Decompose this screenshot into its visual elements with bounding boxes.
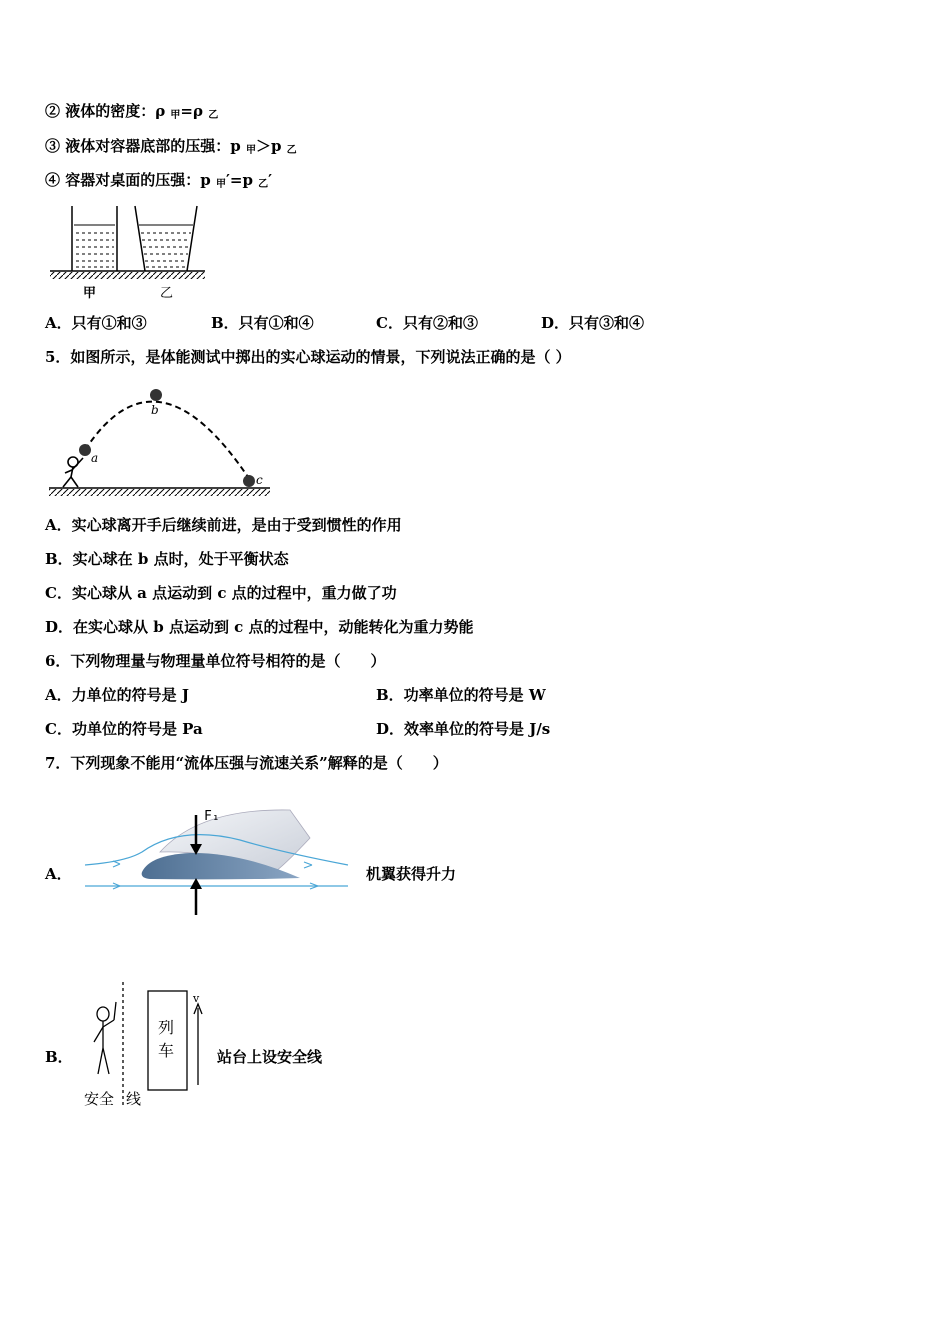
stmt3-mid: ＞p <box>255 137 287 155</box>
q7-option-a-letter: A． <box>45 865 72 883</box>
q4-statement-3 <box>45 136 297 161</box>
stmt3-lead: ③ 液体对容器底部的压强：p <box>45 137 246 155</box>
train-char-2: 车 <box>158 1041 175 1060</box>
velocity-label: v <box>193 992 200 1005</box>
ball-at-b <box>150 389 162 401</box>
q4-statement-4 <box>45 170 272 195</box>
q4-option-b: B．只有①和④ <box>211 314 314 332</box>
q4-option-d: D．只有③和④ <box>541 314 645 332</box>
person-figure <box>94 1002 116 1074</box>
thrower-figure <box>63 457 83 487</box>
label-jia: 甲 <box>83 286 97 301</box>
q4-option-a: A．只有①和③ <box>45 314 147 332</box>
label-yi: 乙 <box>160 286 174 301</box>
platform-figure <box>80 980 210 1110</box>
stmt2-sub2: 乙 <box>208 110 219 121</box>
q7-stem: 7．下列现象不能用“流体压强与流速关系”解释的是（ ） <box>45 754 448 772</box>
point-c-label: c <box>256 473 263 487</box>
q7-option-a-caption: 机翼获得升力 <box>366 865 457 883</box>
stmt4-sub1: 甲 <box>215 179 226 190</box>
q4-option-c: C．只有②和③ <box>376 314 478 332</box>
q5-option-c: C．实心球从 a 点运动到 c 点的过程中，重力做了功 <box>45 584 397 602</box>
stmt3-sub1: 甲 <box>245 145 256 156</box>
q5-stem: 5．如图所示，是体能测试中掷出的实心球运动的情景，下列说法正确的是（ ） <box>45 348 571 366</box>
stmt2-lead: ② 液体的密度：ρ <box>45 102 171 120</box>
stmt3-sub2: 乙 <box>286 145 297 156</box>
q6-stem: 6．下列物理量与物理量单位符号相符的是（ ） <box>45 652 386 670</box>
q7-option-b-caption: 站台上设安全线 <box>217 1048 323 1066</box>
force-label-f1: F₁ <box>204 809 220 824</box>
stmt4-sub2: 乙 <box>258 179 269 190</box>
table-hatching <box>50 272 205 279</box>
point-b-label: b <box>151 403 159 417</box>
stmt4-mid: ′=p <box>225 171 259 189</box>
safety-label-right: 线 <box>126 1090 142 1108</box>
q6-option-d: D．效率单位的符号是 J/s <box>376 720 551 738</box>
containers-figure <box>45 203 215 301</box>
ball-trajectory-figure <box>45 380 275 500</box>
container-jia <box>72 206 117 271</box>
q6-option-b: B．功率单位的符号是 W <box>376 686 546 704</box>
q7-option-b-letter: B． <box>45 1048 73 1066</box>
q5-option-a: A．实心球离开手后继续前进，是由于受到惯性的作用 <box>45 516 402 534</box>
ground-hatching <box>49 489 270 496</box>
q4-statement-2 <box>45 101 218 126</box>
train-char-1: 列 <box>158 1018 175 1037</box>
ball-at-a <box>79 444 91 456</box>
stmt2-mid: =ρ <box>180 102 209 120</box>
container-yi <box>135 206 197 271</box>
safety-label-left: 安全 <box>84 1090 115 1108</box>
stmt4-tail: ′ <box>268 171 273 189</box>
q5-option-b: B．实心球在 b 点时，处于平衡状态 <box>45 550 289 568</box>
stmt4-lead: ④ 容器对桌面的压强：p <box>45 171 216 189</box>
trajectory-path <box>85 402 250 480</box>
stmt2-sub1: 甲 <box>170 110 181 121</box>
airfoil-figure <box>80 800 360 925</box>
q6-option-a: A．力单位的符号是 J <box>45 686 189 704</box>
ball-at-c <box>243 475 255 487</box>
q6-option-c: C．功单位的符号是 Pa <box>45 720 203 738</box>
q5-option-d: D．在实心球从 b 点运动到 c 点的过程中，动能转化为重力势能 <box>45 618 474 636</box>
point-a-label: a <box>91 451 99 465</box>
